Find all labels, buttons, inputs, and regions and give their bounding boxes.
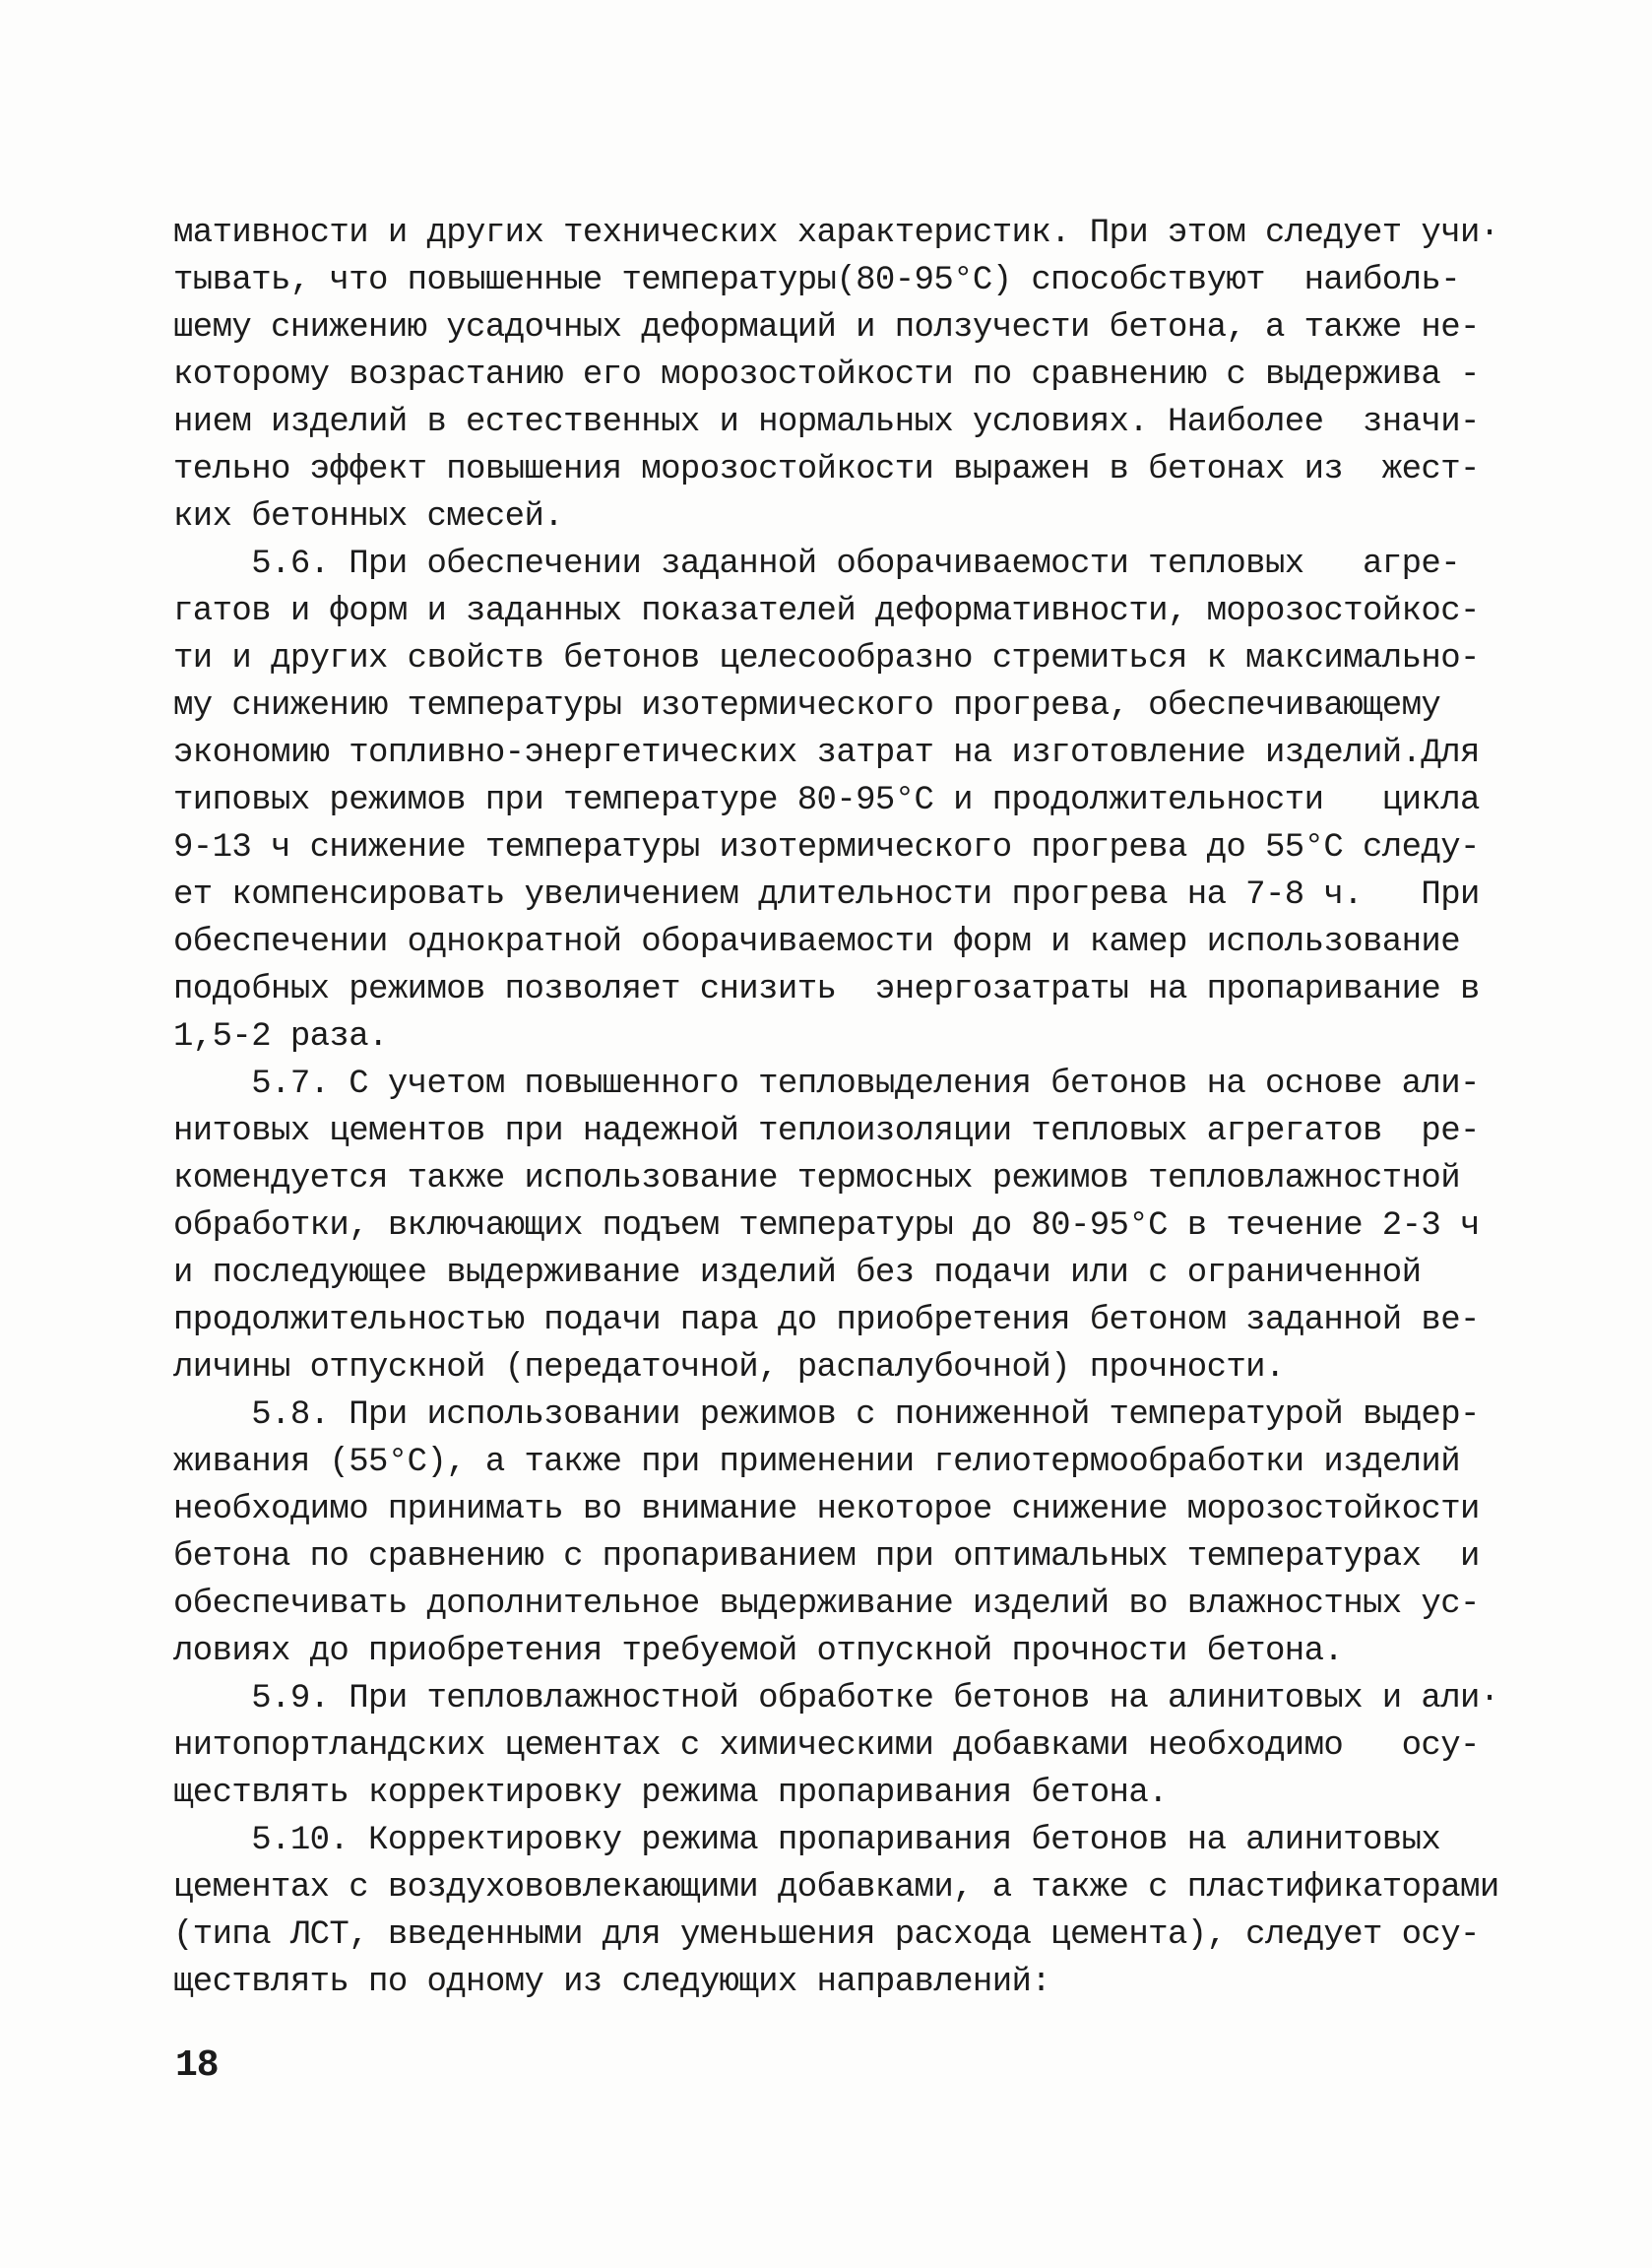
text-line: необходимо принимать во внимание некоторое снижение морозостойкости bbox=[173, 1491, 1480, 1528]
text-line: ких бетонных смесей. bbox=[173, 498, 564, 536]
text-line: 5.6. При обеспечении заданной оборачиваемости тепловых агре- bbox=[173, 546, 1461, 583]
text-line: 1,5-2 раза. bbox=[173, 1018, 388, 1056]
text-line: обеспечивать дополнительное выдерживание изделий во влажностных ус- bbox=[173, 1586, 1480, 1623]
text-line: нитопортландских цементах с химическими добавками необходимо осу- bbox=[173, 1727, 1480, 1765]
text-line: бетона по сравнению с пропариванием при оптимальных температурах и bbox=[173, 1538, 1480, 1576]
text-line: (типа ЛСТ, введенными для уменьшения расхода цемента), следует осу- bbox=[173, 1916, 1480, 1954]
text-line: 9-13 ч снижение температуры изотермического прогрева до 55°С следу- bbox=[173, 829, 1480, 867]
text-line: гатов и форм и заданных показателей деформативности, морозостойкос- bbox=[173, 593, 1480, 630]
text-line: ществлять корректировку режима пропаривания бетона. bbox=[173, 1775, 1168, 1812]
text-line: типовых режимов при температуре 80-95°С и продолжительности цикла bbox=[173, 782, 1480, 819]
text-line: 5.9. При тепловлажностной обработке бетонов на алинитовых и али· bbox=[173, 1680, 1499, 1717]
text-line: ет компенсировать увеличением длительности прогрева на 7-8 ч. При bbox=[173, 876, 1480, 914]
text-line: личины отпускной (передаточной, распалубочной) прочности. bbox=[173, 1349, 1285, 1387]
text-line: шему снижению усадочных деформаций и ползучести бетона, а также не- bbox=[173, 309, 1480, 347]
text-line: обработки, включающих подъем температуры до 80-95°С в течение 2-3 ч bbox=[173, 1207, 1480, 1245]
text-line: цементах с воздухововлекающими добавками, а также с пластификаторами bbox=[173, 1869, 1499, 1907]
text-line: 5.7. С учетом повышенного тепловыделения бетонов на основе али- bbox=[173, 1066, 1480, 1103]
text-line: мативности и других технических характеристик. При этом следует учи· bbox=[173, 215, 1499, 252]
text-line: нием изделий в естественных и нормальных условиях. Наиболее значи- bbox=[173, 404, 1480, 441]
text-line: ществлять по одному из следующих направлений: bbox=[173, 1964, 1051, 2001]
page-number: 18 bbox=[175, 2044, 219, 2087]
text-line: которому возрастанию его морозостойкости по сравнению с выдержива - bbox=[173, 356, 1480, 394]
text-line: тельно эффект повышения морозостойкости выражен в бетонах из жест- bbox=[173, 451, 1480, 488]
text-line: 5.10. Корректировку режима пропаривания бетонов на алинитовых bbox=[173, 1822, 1441, 1859]
text-line: обеспечении однократной оборачиваемости форм и камер использование bbox=[173, 924, 1461, 961]
body-text bbox=[173, 210, 1499, 2006]
text-line: и последующее выдерживание изделий без подачи или с ограниченной bbox=[173, 1255, 1422, 1292]
text-line: экономию топливно-энергетических затрат на изготовление изделий.Для bbox=[173, 735, 1480, 772]
text-line: му снижению температуры изотермического прогрева, обеспечивающему bbox=[173, 687, 1441, 725]
text-line: живания (55°С), а также при применении гелиотермообработки изделий bbox=[173, 1444, 1461, 1481]
text-line: ловиях до приобретения требуемой отпускной прочности бетона. bbox=[173, 1633, 1344, 1670]
text-line: тывать, что повышенные температуры(80-95°С) способствуют наиболь- bbox=[173, 262, 1461, 299]
text-line: 5.8. При использовании режимов с пониженной температурой выдер- bbox=[173, 1396, 1480, 1434]
text-line: подобных режимов позволяет снизить энергозатраты на пропаривание в bbox=[173, 971, 1480, 1008]
text-line: ти и других свойств бетонов целесообразно стремиться к максимально- bbox=[173, 640, 1480, 678]
text-line: нитовых цементов при надежной теплоизоляции тепловых агрегатов ре- bbox=[173, 1113, 1480, 1150]
text-line: комендуется также использование термосных режимов тепловлажностной bbox=[173, 1160, 1461, 1198]
text-line: продолжительностью подачи пара до приобретения бетоном заданной ве- bbox=[173, 1302, 1480, 1339]
